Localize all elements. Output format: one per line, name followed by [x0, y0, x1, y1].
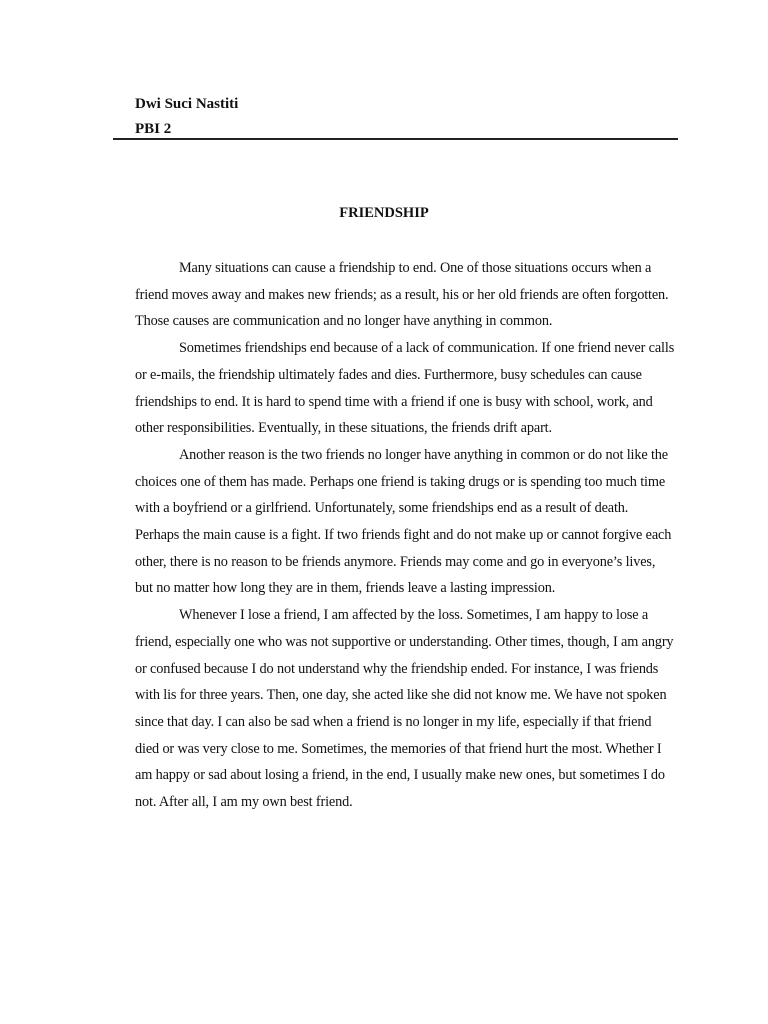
essay-title: FRIENDSHIP	[339, 205, 429, 221]
paragraph-communication: Sometimes friendships end because of a lack of communication. If one friend never calls or e-mails, the friendship ultimately fades and dies. Furthermore, busy schedules can cause friendships to end. It is hard to spend time with a friend if one is busy with school, work, and other responsibilities. Eventually, in these situations, the friends drift apart.	[135, 340, 675, 437]
paragraph-intro: Many situations can cause a friendship to end. One of those situations occurs when a friend moves away and makes new friends; as a result, his or her old friends are often forgotten. Those causes are communication and no longer have anything in common.	[135, 260, 669, 330]
paragraph-common: Another reason is the two friends no longer have anything in common or do not like the choices one of them has made. Perhaps one friend is taking drugs or is spending too much time with a boyfriend or a girlfriend. Unfortunately, some friendships end as a result of death. Perhaps the main cause is a fight. If two friends fight and do not make up or cannot forgive each other, there is no reason to be friends anymore. Friends may come and go in everyone’s lives, but no matter how long they are in them, friends leave a lasting impression.	[135, 446, 672, 597]
class-label: PBI 2	[135, 121, 172, 137]
header-divider	[113, 138, 678, 140]
author-name: Dwi Suci Nastiti	[135, 96, 239, 112]
paragraph-loss: Whenever I lose a friend, I am affected by the loss. Sometimes, I am happy to lose a friend, especially one who was not supportive or understanding. Other times, though, I am angry or confused because I do not understand why the friendship ended. For instance, I was friends with lis for three years. Then, one day, she acted like she did not know me. We have not spoken since that day. I can also be sad when a friend is no longer in my life, especially if that friend died or was very close to me. Sometimes, the memories of that friend hurt the most. Whether I am happy or sad about losing a friend, in the end, I usually make new ones, but sometimes I do not. After all, I am my own best friend.	[135, 607, 674, 811]
essay-body	[135, 255, 675, 816]
